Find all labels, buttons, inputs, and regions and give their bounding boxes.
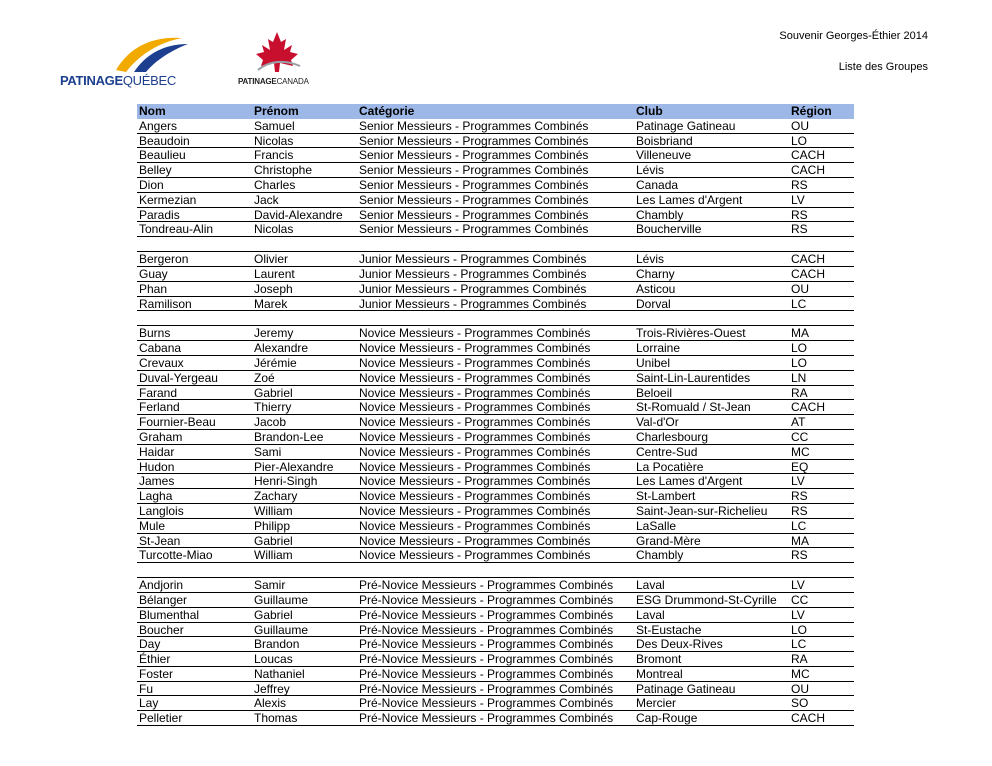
cell-region: CACH: [791, 400, 826, 415]
table-row: [137, 297, 854, 312]
cell-prenom: Brandon-Lee: [254, 429, 324, 444]
cell-region: OU: [791, 681, 809, 696]
skater-swoosh-icon: [112, 32, 192, 74]
cell-region: CACH: [791, 148, 826, 163]
cell-club: Les Lames d'Argent: [636, 474, 743, 489]
cell-club: Laval: [636, 607, 665, 622]
cell-nom: Lagha: [139, 489, 173, 504]
cell-nom: Éthier: [139, 652, 171, 667]
table-row: [137, 371, 854, 386]
cell-region: MA: [791, 326, 809, 341]
cell-nom: Crevaux: [139, 355, 184, 370]
cell-categorie: Senior Messieurs - Programmes Combinés: [359, 163, 589, 178]
cell-prenom: Marek: [254, 296, 288, 311]
cell-nom: Ramilison: [139, 296, 192, 311]
cell-categorie: Senior Messieurs - Programmes Combinés: [359, 148, 589, 163]
cell-prenom: Samuel: [254, 118, 295, 133]
cell-categorie: Novice Messieurs - Programmes Combinés: [359, 341, 591, 356]
cell-club: Des Deux-Rives: [636, 637, 723, 652]
cell-prenom: Francis: [254, 148, 294, 163]
cell-club: Cap-Rouge: [636, 711, 698, 726]
cell-club: Dorval: [636, 296, 671, 311]
table-header-row: [137, 104, 854, 119]
table-row: [137, 460, 854, 475]
cell-nom: Guay: [139, 266, 168, 281]
table-row: [137, 326, 854, 341]
cell-prenom: William: [254, 503, 293, 518]
cell-categorie: Pré-Novice Messieurs - Programmes Combinés: [359, 696, 614, 711]
cell-nom: St-Jean: [139, 533, 181, 548]
table-row: [137, 519, 854, 534]
table-row: [137, 208, 854, 223]
table-row: [137, 578, 854, 593]
cell-prenom: Jack: [254, 192, 279, 207]
cell-prenom: Jeffrey: [254, 681, 290, 696]
group-separator: [137, 311, 854, 326]
cell-region: RS: [791, 503, 808, 518]
cell-prenom: William: [254, 548, 293, 563]
cell-categorie: Novice Messieurs - Programmes Combinés: [359, 429, 591, 444]
cell-club: Villeneuve: [636, 148, 692, 163]
cell-categorie: Novice Messieurs - Programmes Combinés: [359, 548, 591, 563]
cell-categorie: Novice Messieurs - Programmes Combinés: [359, 400, 591, 415]
cell-nom: Bélanger: [139, 592, 188, 607]
cell-region: RS: [791, 222, 808, 237]
cell-prenom: Charles: [254, 177, 296, 192]
cell-region: MC: [791, 666, 810, 681]
column-header: Prénom: [254, 104, 299, 118]
table-row: [137, 652, 854, 667]
table-row: [137, 386, 854, 401]
table-row: [137, 267, 854, 282]
cell-region: SO: [791, 696, 809, 711]
cell-prenom: Christophe: [254, 163, 313, 178]
cell-club: Asticou: [636, 281, 676, 296]
cell-nom: Blumenthal: [139, 607, 200, 622]
cell-club: Laval: [636, 578, 665, 593]
cell-region: RA: [791, 385, 808, 400]
cell-region: RS: [791, 207, 808, 222]
cell-nom: Graham: [139, 429, 183, 444]
table-row: [137, 430, 854, 445]
cell-region: RS: [791, 548, 808, 563]
cell-region: MA: [791, 533, 809, 548]
group-separator: [137, 237, 854, 252]
cell-categorie: Pré-Novice Messieurs - Programmes Combinés: [359, 607, 614, 622]
cell-nom: Farand: [139, 385, 178, 400]
table-row: [137, 356, 854, 371]
group-separator: [137, 563, 854, 578]
table-row: [137, 163, 854, 178]
cell-prenom: Pier-Alexandre: [254, 459, 334, 474]
cell-prenom: Alexis: [254, 696, 287, 711]
cell-club: La Pocatière: [636, 459, 704, 474]
cell-prenom: Jacob: [254, 415, 287, 430]
cell-club: Val-d'Or: [636, 415, 679, 430]
cell-club: Centre-Sud: [636, 444, 698, 459]
cell-prenom: Philipp: [254, 518, 291, 533]
table-row: [137, 282, 854, 297]
cell-prenom: Zoé: [254, 370, 275, 385]
table-row: [137, 400, 854, 415]
cell-categorie: Novice Messieurs - Programmes Combinés: [359, 489, 591, 504]
cell-categorie: Novice Messieurs - Programmes Combinés: [359, 326, 591, 341]
cell-prenom: Joseph: [254, 281, 293, 296]
cell-region: LO: [791, 133, 808, 148]
cell-nom: Haidar: [139, 444, 175, 459]
cell-categorie: Novice Messieurs - Programmes Combinés: [359, 533, 591, 548]
cell-categorie: Pré-Novice Messieurs - Programmes Combinés: [359, 652, 614, 667]
cell-club: St-Eustache: [636, 622, 702, 637]
table-row: [137, 534, 854, 549]
cell-club: Canada: [636, 177, 679, 192]
column-header: Région: [791, 104, 832, 118]
cell-club: Lévis: [636, 163, 665, 178]
cell-region: MC: [791, 444, 810, 459]
cell-categorie: Junior Messieurs - Programmes Combinés: [359, 252, 587, 267]
cell-prenom: Nathaniel: [254, 666, 305, 681]
cell-categorie: Pré-Novice Messieurs - Programmes Combinés: [359, 666, 614, 681]
cell-nom: James: [139, 474, 175, 489]
cell-region: LV: [791, 578, 805, 593]
table-row: [137, 178, 854, 193]
cell-categorie: Pré-Novice Messieurs - Programmes Combinés: [359, 637, 614, 652]
cell-region: EQ: [791, 459, 809, 474]
table-row: [137, 593, 854, 608]
cell-prenom: Nicolas: [254, 133, 294, 148]
cell-nom: Turcotte-Miao: [139, 548, 213, 563]
cell-nom: Bergeron: [139, 252, 189, 267]
cell-nom: Foster: [139, 666, 174, 681]
cell-categorie: Novice Messieurs - Programmes Combinés: [359, 444, 591, 459]
cell-prenom: Guillaume: [254, 592, 309, 607]
cell-club: Les Lames d'Argent: [636, 192, 743, 207]
cell-prenom: Alexandre: [254, 341, 309, 356]
cell-club: Mercier: [636, 696, 677, 711]
cell-prenom: Guillaume: [254, 622, 309, 637]
cell-categorie: Pré-Novice Messieurs - Programmes Combinés: [359, 681, 614, 696]
table-row: [137, 252, 854, 267]
cell-region: LO: [791, 355, 808, 370]
cell-club: Chambly: [636, 548, 684, 563]
cell-categorie: Senior Messieurs - Programmes Combinés: [359, 133, 589, 148]
table-row: [137, 489, 854, 504]
cell-club: Charlesbourg: [636, 429, 709, 444]
cell-nom: Fu: [139, 681, 154, 696]
cell-categorie: Junior Messieurs - Programmes Combinés: [359, 296, 587, 311]
column-header: Catégorie: [359, 104, 415, 118]
cell-categorie: Junior Messieurs - Programmes Combinés: [359, 281, 587, 296]
cell-club: Boucherville: [636, 222, 702, 237]
cell-region: LO: [791, 622, 808, 637]
column-header: Nom: [139, 104, 166, 118]
cell-region: LC: [791, 518, 807, 533]
cell-categorie: Novice Messieurs - Programmes Combinés: [359, 459, 591, 474]
table-row: [137, 222, 854, 237]
cell-region: LN: [791, 370, 807, 385]
cell-region: RA: [791, 652, 808, 667]
cell-region: CACH: [791, 252, 826, 267]
cell-club: Chambly: [636, 207, 684, 222]
cell-club: Boisbriand: [636, 133, 693, 148]
cell-nom: Tondreau-Alin: [139, 222, 214, 237]
cell-prenom: Jérémie: [254, 355, 297, 370]
cell-categorie: Senior Messieurs - Programmes Combinés: [359, 222, 589, 237]
maple-leaf-icon: [252, 30, 302, 76]
cell-categorie: Senior Messieurs - Programmes Combinés: [359, 177, 589, 192]
cell-nom: Phan: [139, 281, 168, 296]
cell-prenom: Brandon: [254, 637, 300, 652]
cell-categorie: Pré-Novice Messieurs - Programmes Combinés: [359, 622, 614, 637]
cell-categorie: Senior Messieurs - Programmes Combinés: [359, 207, 589, 222]
cell-club: Trois-Rivières-Ouest: [636, 326, 746, 341]
cell-categorie: Pré-Novice Messieurs - Programmes Combinés: [359, 711, 614, 726]
cell-club: Lévis: [636, 252, 665, 267]
cell-prenom: Laurent: [254, 266, 295, 281]
table-row: [137, 711, 854, 726]
table-row: [137, 193, 854, 208]
cell-categorie: Pré-Novice Messieurs - Programmes Combinés: [359, 592, 614, 607]
cell-nom: Kermezian: [139, 192, 197, 207]
document-title: Souvenir Georges-Éthier 2014: [779, 30, 928, 42]
table-row: [137, 341, 854, 356]
cell-nom: Fournier-Beau: [139, 415, 216, 430]
cell-club: Patinage Gatineau: [636, 681, 736, 696]
cell-prenom: Loucas: [254, 652, 293, 667]
cell-prenom: Zachary: [254, 489, 298, 504]
cell-prenom: Gabriel: [254, 607, 293, 622]
cell-region: CC: [791, 429, 809, 444]
cell-club: Charny: [636, 266, 675, 281]
cell-categorie: Novice Messieurs - Programmes Combinés: [359, 355, 591, 370]
cell-club: Lorraine: [636, 341, 681, 356]
column-header: Club: [636, 104, 663, 118]
cell-prenom: Gabriel: [254, 533, 293, 548]
cell-nom: Day: [139, 637, 161, 652]
cell-nom: Hudon: [139, 459, 175, 474]
cell-prenom: Nicolas: [254, 222, 294, 237]
cell-nom: Burns: [139, 326, 171, 341]
cell-region: LC: [791, 296, 807, 311]
cell-nom: Angers: [139, 118, 178, 133]
cell-club: St-Romuald / St-Jean: [636, 400, 751, 415]
cell-club: Beloeil: [636, 385, 673, 400]
cell-region: AT: [791, 415, 806, 430]
cell-categorie: Senior Messieurs - Programmes Combinés: [359, 192, 589, 207]
cell-region: CACH: [791, 163, 826, 178]
cell-region: LV: [791, 607, 805, 622]
table-row: [137, 548, 854, 563]
cell-region: LO: [791, 341, 808, 356]
cell-region: CACH: [791, 266, 826, 281]
cell-club: St-Lambert: [636, 489, 696, 504]
cell-club: Saint-Lin-Laurentides: [636, 370, 751, 385]
table-row: [137, 696, 854, 711]
cell-prenom: Thomas: [254, 711, 298, 726]
cell-prenom: Thierry: [254, 400, 292, 415]
cell-nom: Ferland: [139, 400, 180, 415]
table-row: [137, 504, 854, 519]
table-row: [137, 623, 854, 638]
cell-nom: Belley: [139, 163, 172, 178]
cell-nom: Paradis: [139, 207, 180, 222]
cell-prenom: Henri-Singh: [254, 474, 318, 489]
cell-nom: Langlois: [139, 503, 184, 518]
cell-club: Grand-Mère: [636, 533, 701, 548]
cell-nom: Mule: [139, 518, 166, 533]
patinage-canada-logo: PATINAGECANADA: [238, 30, 338, 90]
cell-categorie: Novice Messieurs - Programmes Combinés: [359, 503, 591, 518]
cell-nom: Andjorin: [139, 578, 184, 593]
cell-nom: Lay: [139, 696, 159, 711]
cell-region: CC: [791, 592, 809, 607]
cell-prenom: Sami: [254, 444, 282, 459]
cell-region: RS: [791, 177, 808, 192]
cell-club: Patinage Gatineau: [636, 118, 736, 133]
table-row: [137, 682, 854, 697]
cell-categorie: Novice Messieurs - Programmes Combinés: [359, 518, 591, 533]
cell-club: LaSalle: [636, 518, 677, 533]
cell-categorie: Novice Messieurs - Programmes Combinés: [359, 474, 591, 489]
cell-region: LV: [791, 192, 805, 207]
cell-club: Saint-Jean-sur-Richelieu: [636, 503, 768, 518]
table-row: [137, 134, 854, 149]
cell-region: LV: [791, 474, 805, 489]
cell-nom: Beaudoin: [139, 133, 190, 148]
cell-club: ESG Drummond-St-Cyrille: [636, 592, 777, 607]
table-row: [137, 667, 854, 682]
cell-prenom: Gabriel: [254, 385, 293, 400]
table-row: [137, 637, 854, 652]
cell-region: OU: [791, 118, 809, 133]
table-row: [137, 415, 854, 430]
table-row: [137, 608, 854, 623]
cell-categorie: Novice Messieurs - Programmes Combinés: [359, 385, 591, 400]
cell-nom: Cabana: [139, 341, 182, 356]
cell-categorie: Junior Messieurs - Programmes Combinés: [359, 266, 587, 281]
cell-region: OU: [791, 281, 809, 296]
cell-club: Montreal: [636, 666, 683, 681]
table-row: [137, 119, 854, 134]
cell-prenom: Samir: [254, 578, 286, 593]
cell-categorie: Senior Messieurs - Programmes Combinés: [359, 118, 589, 133]
cell-region: RS: [791, 489, 808, 504]
cell-categorie: Pré-Novice Messieurs - Programmes Combinés: [359, 578, 614, 593]
patinage-quebec-logo: PATINAGEQUÉBEC: [60, 32, 230, 90]
table-row: [137, 148, 854, 163]
table-row: [137, 474, 854, 489]
cell-nom: Beaulieu: [139, 148, 186, 163]
cell-nom: Boucher: [139, 622, 184, 637]
cell-nom: Dion: [139, 177, 164, 192]
document-subtitle: Liste des Groupes: [838, 61, 928, 73]
cell-prenom: Olivier: [254, 252, 289, 267]
participant-table: [137, 104, 854, 726]
table-row: [137, 445, 854, 460]
cell-prenom: Jeremy: [254, 326, 294, 341]
cell-categorie: Novice Messieurs - Programmes Combinés: [359, 370, 591, 385]
cell-categorie: Novice Messieurs - Programmes Combinés: [359, 415, 591, 430]
cell-region: LC: [791, 637, 807, 652]
cell-nom: Duval-Yergeau: [139, 370, 218, 385]
cell-region: CACH: [791, 711, 826, 726]
cell-nom: Pelletier: [139, 711, 183, 726]
cell-club: Unibel: [636, 355, 671, 370]
cell-club: Bromont: [636, 652, 682, 667]
cell-prenom: David-Alexandre: [254, 207, 343, 222]
